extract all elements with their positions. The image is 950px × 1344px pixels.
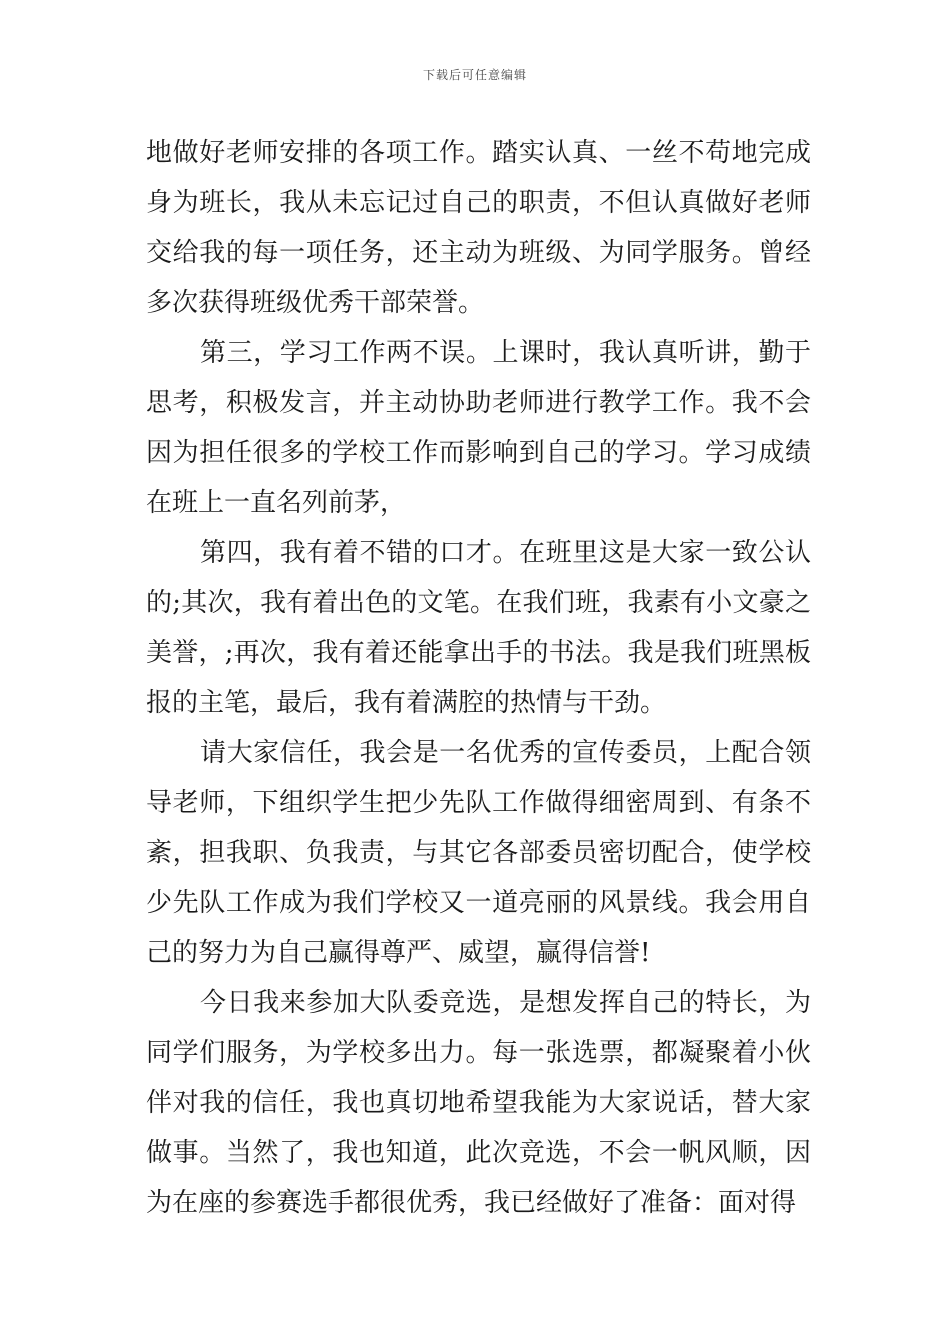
page-header: 下载后可任意编辑	[422, 68, 527, 82]
paragraph-2: 第三，学习工作两不误。上课时，我认真听讲，勤于思考，积极发言，并主动协助老师进行教学工作。我不会因为担任很多的学校工作而影响到自己的学习。学习成绩在班上一直名列前茅，	[146, 338, 811, 518]
paragraph-3: 第四，我有着不错的口才。在班里这是大家一致公认的;其次，我有着出色的文笔。在我们班，我素有小文豪之美誉，;再次，我有着还能拿出手的书法。我是我们班黑板报的主笔，最后，我有着满腔的热情与干劲。	[146, 538, 811, 718]
paragraph-4: 请大家信任，我会是一名优秀的宣传委员，上配合领导老师，下组织学生把少先队工作做得细密周到、有条不紊，担我职、负我责，与其它各部委员密切配合，使学校少先队工作成为我们学校又一道亮丽的风景线。我会用自己的努力为自己赢得尊严、威望，赢得信誉!	[146, 738, 811, 968]
paragraph-1: 地做好老师安排的各项工作。踏实认真、一丝不苟地完成身为班长，我从未忘记过自己的职责，不但认真做好老师交给我的每一项任务，还主动为班级、为同学服务。曾经多次获得班级优秀干部荣誉。	[146, 138, 811, 318]
paragraph-5: 今日我来参加大队委竞选，是想发挥自己的特长，为同学们服务，为学校多出力。每一张选票，都凝聚着小伙伴对我的信任，我也真切地希望我能为大家说话，替大家做事。当然了，我也知道，此次竞选，不会一帆风顺，因为在座的参赛选手都很优秀，我已经做好了准备：面对得	[146, 988, 811, 1218]
document-body	[146, 128, 811, 1228]
